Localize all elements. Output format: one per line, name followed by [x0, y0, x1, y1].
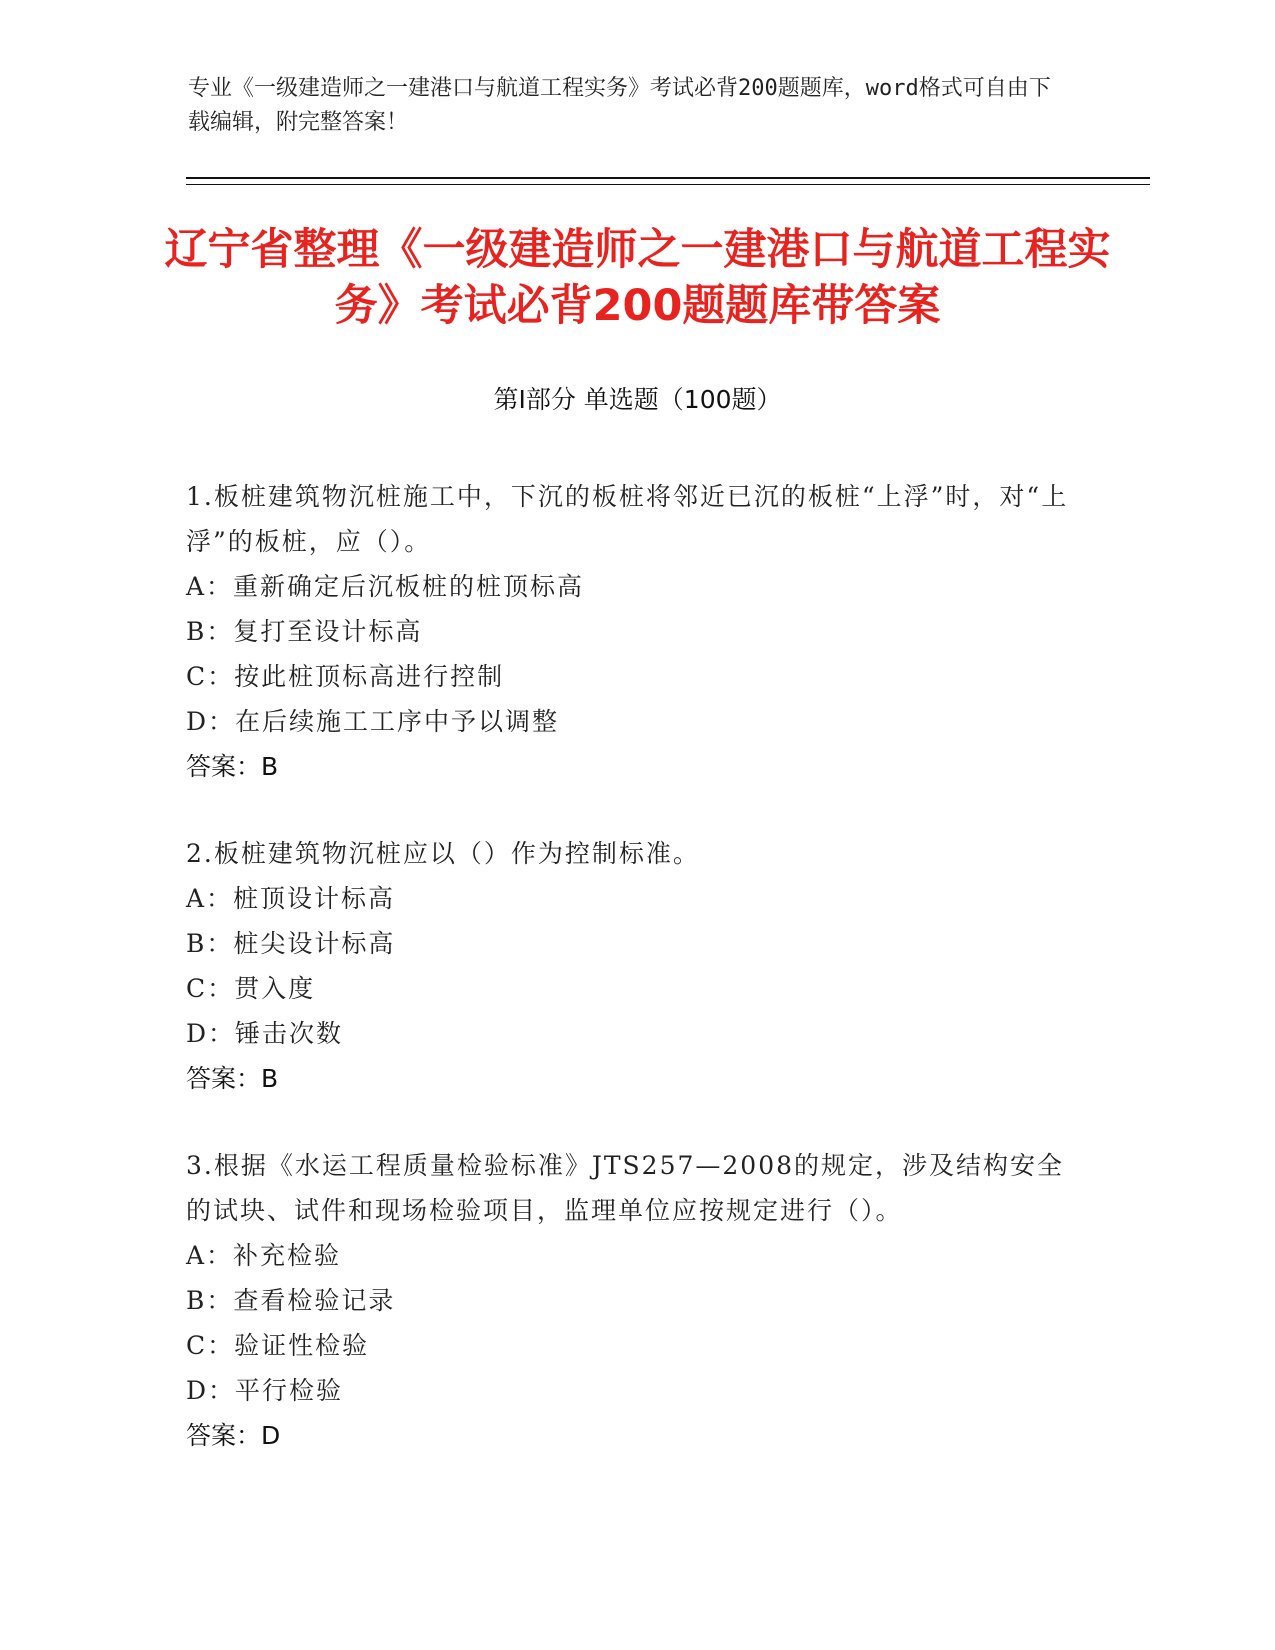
section-title: 第Ⅰ部分 单选题（100题） [493, 385, 782, 414]
option-a: A：桩顶设计标高 [186, 884, 396, 913]
document-title: 辽宁省整理《一级建造师之一建港口与航道工程实务》考试必背200题题库带答案 [164, 225, 1111, 331]
option-d: D：平行检验 [186, 1376, 344, 1405]
answer: 答案：B [186, 1064, 279, 1093]
question-list [186, 474, 1086, 1500]
option-c: C：验证性检验 [186, 1331, 370, 1360]
question-stem: 1.板桩建筑物沉桩施工中，下沉的板桩将邻近已沉的板桩“上浮”时，对“上浮”的板桩，应（）。 [186, 482, 1069, 556]
option-c: C：贯入度 [186, 974, 316, 1003]
question-3 [186, 1143, 1086, 1458]
option-b: B：复打至设计标高 [186, 617, 423, 646]
header-rule-thin [186, 184, 1150, 185]
option-d: D：锤击次数 [186, 1019, 344, 1048]
option-c: C：按此桩顶标高进行控制 [186, 662, 505, 691]
option-d: D：在后续施工工序中予以调整 [186, 707, 560, 736]
question-stem: 3.根据《水运工程质量检验标准》JTS257—2008的规定，涉及结构安全的试块、试件和现场检验项目，监理单位应按规定进行（）。 [186, 1151, 1065, 1225]
option-b: B：查看检验记录 [186, 1286, 396, 1315]
answer: 答案：B [186, 752, 279, 781]
option-a: A：补充检验 [186, 1241, 342, 1270]
header-rule-thick [186, 177, 1150, 179]
option-b: B：桩尖设计标高 [186, 929, 396, 958]
option-a: A：重新确定后沉板桩的桩顶标高 [186, 572, 585, 601]
header-note: 专业《一级建造师之一建港口与航道工程实务》考试必背200题题库，word格式可自由下载编辑，附完整答案！ [188, 76, 1051, 135]
question-1 [186, 474, 1086, 789]
answer: 答案：D [186, 1421, 281, 1450]
question-2 [186, 831, 1086, 1101]
question-stem: 2.板桩建筑物沉桩应以（）作为控制标准。 [186, 839, 700, 868]
